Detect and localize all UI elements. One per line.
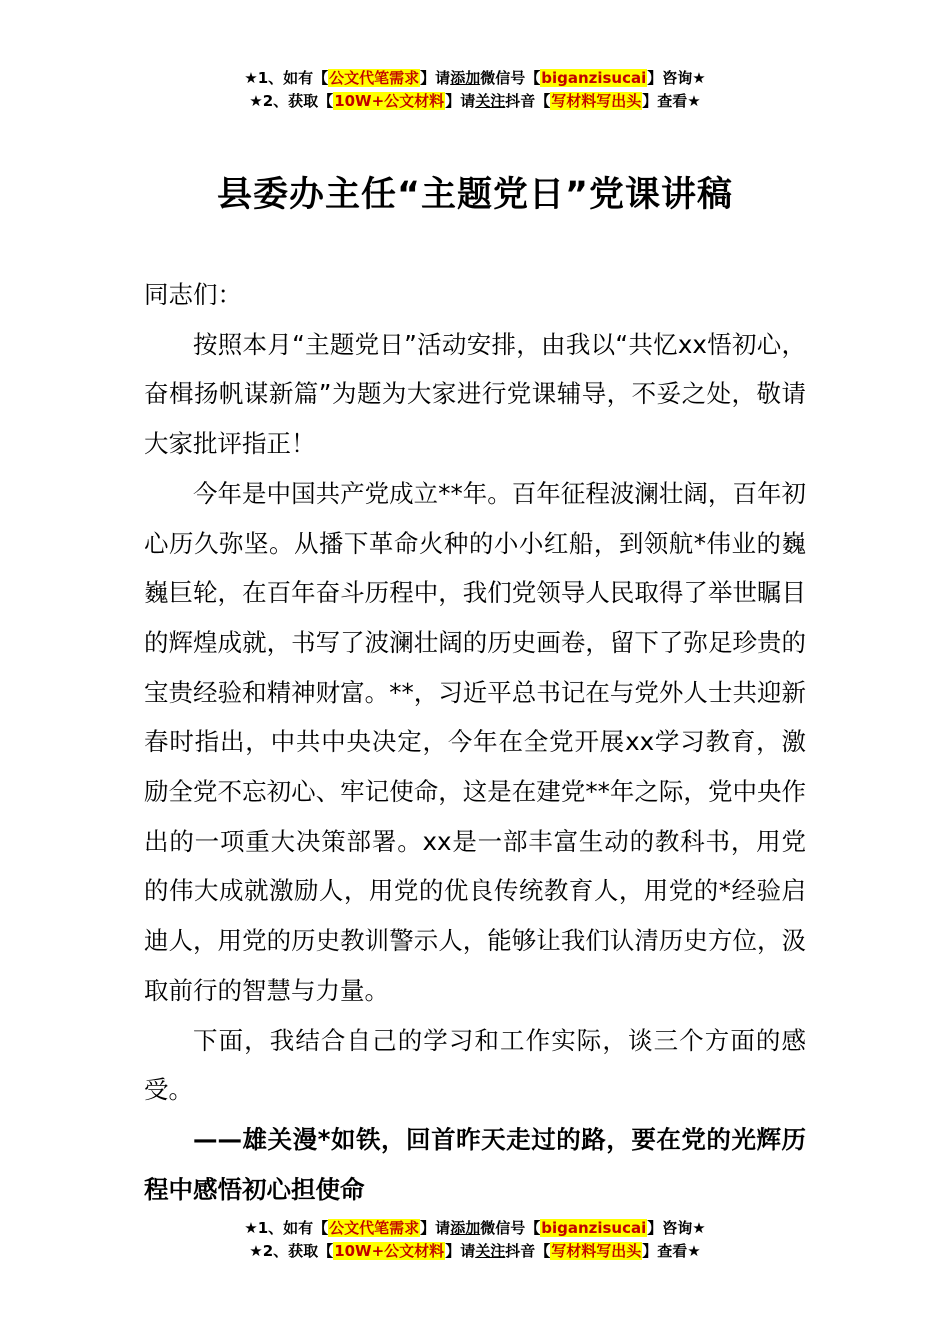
banner-highlight: 10W+公文材料 [334, 1242, 445, 1260]
banner-text: 】请 [420, 69, 451, 87]
banner-line-2 [0, 90, 950, 113]
section-heading: ——雄关漫*如铁，回首昨天走过的路，要在党的光辉历程中感悟初心担使命 [144, 1124, 806, 1204]
footer-banner [0, 1217, 950, 1263]
banner-text: 微信号【 [480, 1219, 541, 1237]
paragraph: 今年是中国共产党成立**年。百年征程波澜壮阔，百年初心历久弥坚。从播下革命火种的小小红船，到领航*伟业的巍巍巨轮，在百年奋斗历程中，我们党领导人民取得了举世瞩目的辉煌成就，书写了波澜壮阔的历史画卷，留下了弥足珍贵的宝贵经验和精神财富。**，习近平总书记在与党外人士共迎新春时指出，中共中央决定，今年在全党开展xx学习教育，激励全党不忘初心、牢记使命，这是在建党**年之际，党中央作出的一项重大决策部署。xx是一部丰富生动的教科书，用党的伟大成就激励人，用党的优良传统教育人，用党的*经验启迪人，用党的历史教训警示人，能够让我们认清历史方位，汲取前行的智慧与力量。 [144, 478, 806, 1005]
banner-highlight: 写材料写出头 [551, 92, 642, 110]
document-body [144, 270, 806, 1214]
banner-text: 抖音【 [505, 1242, 551, 1260]
banner-text: 抖音【 [505, 92, 551, 110]
banner-text: ★1、如有【 [244, 1219, 329, 1237]
document-title: 县委办主任“主题党日”党课讲稿 [216, 175, 733, 215]
banner-text: 】请 [420, 1219, 451, 1237]
banner-text: ★2、获取【 [249, 92, 334, 110]
banner-highlight: biganzisucai [541, 69, 647, 87]
header-banner [0, 67, 950, 113]
banner-text: 】查看★ [642, 1242, 701, 1260]
banner-text: 】咨询★ [647, 1219, 706, 1237]
banner-line-2 [0, 1240, 950, 1263]
banner-highlight: biganzisucai [541, 1219, 647, 1237]
salutation: 同志们： [144, 280, 242, 309]
banner-highlight: 10W+公文材料 [334, 92, 445, 110]
banner-text: 】查看★ [642, 92, 701, 110]
banner-underline: 添加 [450, 69, 481, 87]
banner-text: ★1、如有【 [244, 69, 329, 87]
banner-text: 】请 [445, 92, 476, 110]
banner-line-1 [0, 67, 950, 90]
banner-line-1 [0, 1217, 950, 1240]
banner-highlight: 公文代笔需求 [329, 1219, 420, 1237]
banner-text: 】请 [445, 1242, 476, 1260]
banner-highlight: 写材料写出头 [551, 1242, 642, 1260]
banner-text: 微信号【 [480, 69, 541, 87]
banner-text: ★2、获取【 [249, 1242, 334, 1260]
banner-highlight: 公文代笔需求 [329, 69, 420, 87]
banner-text: 】咨询★ [647, 69, 706, 87]
banner-underline: 关注 [475, 92, 506, 110]
paragraph: 下面，我结合自己的学习和工作实际，谈三个方面的感受。 [144, 1025, 806, 1105]
banner-underline: 关注 [475, 1242, 506, 1260]
banner-underline: 添加 [450, 1219, 481, 1237]
paragraph: 按照本月“主题党日”活动安排，由我以“共忆xx悟初心，奋楫扬帆谋新篇”为题为大家进行党课辅导，不妥之处，敬请大家批评指正！ [144, 329, 806, 459]
